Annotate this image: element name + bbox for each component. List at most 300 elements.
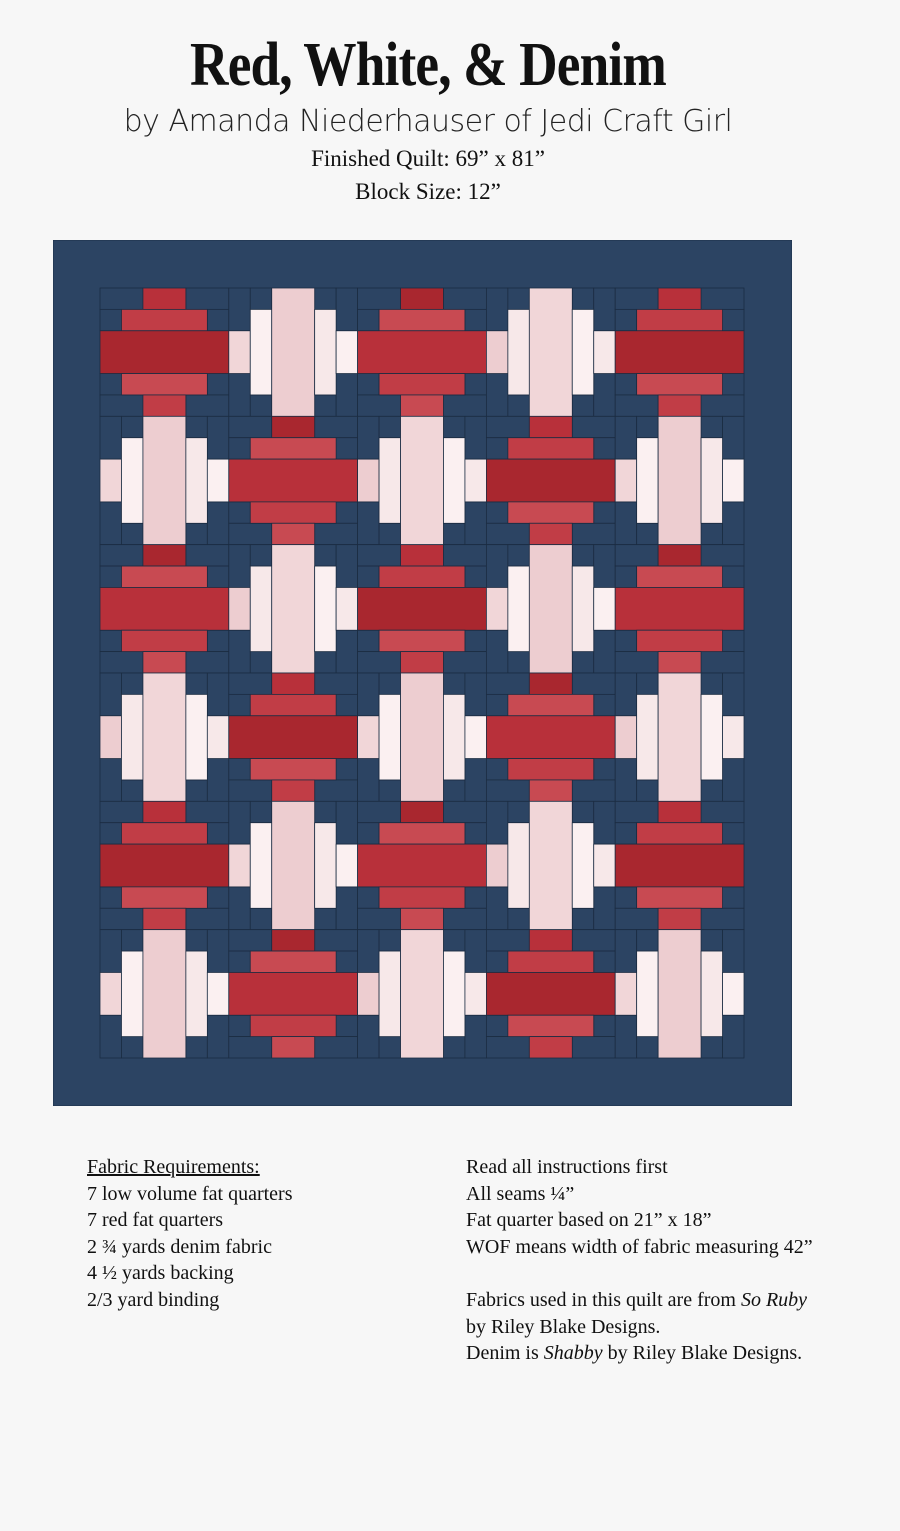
block-center-bar <box>143 930 186 1058</box>
block-center-bar <box>615 844 744 887</box>
denim-piece <box>186 652 229 673</box>
block-end-square <box>143 908 186 929</box>
block-center-bar <box>401 930 444 1058</box>
block-center-bar <box>272 801 315 929</box>
block-center-bar <box>529 545 572 673</box>
denim-piece <box>615 545 658 566</box>
denim-piece <box>572 780 615 801</box>
denim-piece <box>207 309 228 330</box>
denim-piece <box>572 523 615 544</box>
denim-piece <box>572 652 593 673</box>
block-end-square <box>100 459 121 502</box>
block-layer <box>637 566 723 587</box>
quilt-illustration <box>53 240 792 1106</box>
block-layer <box>443 951 464 1037</box>
block-center-bar <box>615 331 744 374</box>
denim-piece <box>379 673 400 694</box>
block-end-square <box>401 652 444 673</box>
denim-piece <box>250 545 271 566</box>
block-center-bar <box>100 587 229 630</box>
block-end-square <box>658 801 701 822</box>
block-layer <box>637 438 658 524</box>
denim-piece <box>315 673 358 694</box>
block-layer <box>250 823 271 909</box>
denim-piece <box>615 887 636 908</box>
block-center-bar <box>229 972 358 1015</box>
denim-piece <box>315 523 358 544</box>
denim-piece <box>336 545 357 588</box>
denim-piece <box>594 1015 615 1036</box>
block-end-square <box>272 523 315 544</box>
block-end-square <box>658 545 701 566</box>
block-layer <box>121 309 207 330</box>
denim-piece <box>443 780 464 801</box>
denim-piece <box>486 523 529 544</box>
block-end-square <box>207 972 228 1015</box>
block-end-square <box>143 395 186 416</box>
block-center-bar <box>229 459 358 502</box>
denim-piece <box>465 823 486 844</box>
denim-piece <box>100 673 121 716</box>
block-end-square <box>143 652 186 673</box>
denim-piece <box>358 673 379 716</box>
block-layer <box>379 630 465 651</box>
denim-piece <box>207 416 228 459</box>
denim-piece <box>615 374 636 395</box>
block-layer <box>443 694 464 780</box>
block-end-square <box>658 908 701 929</box>
denim-piece <box>229 545 250 588</box>
block-layer <box>572 823 593 909</box>
block-end-square <box>336 587 357 630</box>
denim-piece <box>615 673 636 716</box>
denim-piece <box>637 780 658 801</box>
denim-piece <box>358 887 379 908</box>
denim-piece <box>465 416 486 459</box>
denim-piece <box>229 374 250 417</box>
denim-piece <box>701 673 722 694</box>
note-line: Read all instructions first <box>466 1156 668 1178</box>
denim-piece <box>486 1015 507 1036</box>
denim-piece <box>121 780 142 801</box>
denim-piece <box>207 630 228 651</box>
block-end-square <box>207 459 228 502</box>
requirement-item: 4 ½ yards backing <box>87 1262 234 1284</box>
denim-piece <box>701 395 744 416</box>
denim-piece <box>572 930 615 951</box>
denim-piece <box>229 630 250 673</box>
block-end-square <box>272 930 315 951</box>
denim-piece <box>100 652 143 673</box>
note-line: Fat quarter based on 21” x 18” <box>466 1209 712 1231</box>
denim-piece <box>443 545 486 566</box>
block-end-square <box>465 459 486 502</box>
denim-piece <box>465 374 486 395</box>
denim-piece <box>315 288 336 309</box>
denim-piece <box>315 801 336 822</box>
denim-piece <box>315 930 358 951</box>
block-layer <box>701 438 722 524</box>
denim-piece <box>229 951 250 972</box>
denim-piece <box>486 502 507 523</box>
denim-piece <box>358 630 379 651</box>
denim-piece <box>723 566 744 587</box>
denim-piece <box>508 395 529 416</box>
denim-piece <box>615 652 658 673</box>
block-layer <box>121 823 207 844</box>
denim-piece <box>508 801 529 822</box>
block-center-bar <box>486 716 615 759</box>
denim-piece <box>315 908 336 929</box>
denim-piece <box>229 887 250 930</box>
block-layer <box>315 566 336 652</box>
denim-piece <box>358 416 379 459</box>
denim-piece <box>572 416 615 437</box>
denim-piece <box>723 630 744 651</box>
denim-piece <box>465 930 486 973</box>
block-end-square <box>615 972 636 1015</box>
denim-piece <box>336 951 357 972</box>
block-layer <box>637 694 658 780</box>
block-layer <box>379 694 400 780</box>
block-end-square <box>229 587 250 630</box>
denim-piece <box>615 309 636 330</box>
block-end-square <box>100 716 121 759</box>
denim-piece <box>229 416 272 437</box>
denim-piece <box>186 523 207 544</box>
denim-piece <box>615 1015 636 1058</box>
denim-piece <box>486 930 529 951</box>
block-end-square <box>272 1037 315 1058</box>
requirements-heading: Fabric Requirements: <box>87 1156 260 1178</box>
denim-piece <box>594 801 615 844</box>
denim-piece <box>336 630 357 673</box>
block-end-square <box>723 459 744 502</box>
block-end-square <box>207 716 228 759</box>
denim-piece <box>207 823 228 844</box>
denim-piece <box>121 523 142 544</box>
denim-piece <box>315 652 336 673</box>
block-end-square <box>401 801 444 822</box>
designer-byline: by Amanda Niederhauser of Jedi Craft Girl <box>123 104 733 139</box>
block-center-bar <box>358 587 487 630</box>
block-end-square <box>594 587 615 630</box>
denim-piece <box>701 652 744 673</box>
denim-piece <box>100 930 121 973</box>
denim-piece <box>229 694 250 715</box>
block-end-square <box>529 1037 572 1058</box>
denim-piece <box>594 887 615 930</box>
fabrics-note <box>466 1287 813 1314</box>
denim-piece <box>358 566 379 587</box>
denim-piece <box>358 652 401 673</box>
denim-piece <box>100 288 143 309</box>
denim-piece <box>379 1037 400 1058</box>
block-layer <box>637 309 723 330</box>
block-layer <box>637 823 723 844</box>
denim-piece <box>443 801 486 822</box>
block-end-square <box>658 652 701 673</box>
denim-piece <box>358 395 401 416</box>
block-layer <box>315 309 336 395</box>
denim-piece <box>100 823 121 844</box>
block-center-bar <box>401 673 444 801</box>
denim-piece <box>701 801 744 822</box>
block-layer <box>508 1015 594 1036</box>
denim-piece <box>637 416 658 437</box>
block-center-bar <box>358 331 487 374</box>
block-end-square <box>658 288 701 309</box>
denim-piece <box>121 930 142 951</box>
denim-piece <box>486 630 507 673</box>
denim-piece <box>615 759 636 802</box>
block-end-square <box>401 908 444 929</box>
denim-piece <box>486 694 507 715</box>
block-end-square <box>529 523 572 544</box>
block-end-square <box>486 587 507 630</box>
block-end-square <box>594 331 615 374</box>
block-layer <box>572 566 593 652</box>
block-center-bar <box>143 416 186 544</box>
denim-piece <box>443 523 464 544</box>
denim-piece <box>486 759 507 780</box>
denim-piece <box>723 823 744 844</box>
denim-piece <box>100 908 143 929</box>
denim-piece <box>358 759 379 802</box>
block-end-square <box>615 459 636 502</box>
block-layer <box>121 566 207 587</box>
block-layer <box>379 374 465 395</box>
block-center-bar <box>272 288 315 416</box>
denim-piece <box>207 887 228 908</box>
denim-piece <box>336 887 357 930</box>
block-end-square <box>272 780 315 801</box>
block-center-bar <box>615 587 744 630</box>
denim-piece <box>100 566 121 587</box>
denim-piece <box>100 502 121 545</box>
denim-piece <box>336 694 357 715</box>
block-end-square <box>529 780 572 801</box>
denim-piece <box>486 288 507 331</box>
denim-piece <box>615 566 636 587</box>
denim-piece <box>336 759 357 780</box>
denim-note <box>466 1340 813 1367</box>
denim-piece <box>250 288 271 309</box>
denim-piece <box>572 673 615 694</box>
block-layer <box>637 374 723 395</box>
requirement-item: 7 red fat quarters <box>87 1209 224 1231</box>
block-layer <box>250 1015 336 1036</box>
denim-piece <box>229 780 272 801</box>
denim-piece <box>229 523 272 544</box>
denim-piece <box>637 523 658 544</box>
requirement-item: 2 ¾ yards denim fabric <box>87 1235 272 1258</box>
block-center-bar <box>143 673 186 801</box>
block-end-square <box>358 972 379 1015</box>
block-center-bar <box>529 288 572 416</box>
denim-piece <box>701 780 722 801</box>
denim-piece <box>315 1037 358 1058</box>
denim-piece <box>486 545 507 588</box>
denim-piece <box>229 1037 272 1058</box>
denim-piece <box>701 908 744 929</box>
block-layer <box>379 566 465 587</box>
denim-piece <box>186 288 229 309</box>
block-end-square <box>465 972 486 1015</box>
denim-piece <box>358 288 401 309</box>
denim-piece <box>186 416 207 437</box>
block-layer <box>637 951 658 1037</box>
denim-piece <box>250 908 271 929</box>
denim-piece <box>250 652 271 673</box>
denim-piece <box>207 566 228 587</box>
denim-piece <box>465 566 486 587</box>
denim-piece <box>100 759 121 802</box>
denim-piece <box>315 780 358 801</box>
denim-piece <box>486 780 529 801</box>
denim-piece <box>615 395 658 416</box>
denim-piece <box>486 438 507 459</box>
fabrics-prefix: Fabrics used in this quilt are from <box>466 1289 741 1311</box>
denim-piece <box>336 288 357 331</box>
block-layer <box>121 887 207 908</box>
denim-piece <box>207 502 228 545</box>
block-layer <box>379 823 465 844</box>
block-end-square <box>723 716 744 759</box>
denim-piece <box>594 759 615 780</box>
denim-piece <box>615 801 658 822</box>
block-layer <box>508 438 594 459</box>
block-end-square <box>486 331 507 374</box>
denim-piece <box>615 908 658 929</box>
block-end-square <box>594 844 615 887</box>
denim-suffix: by Riley Blake Designs. <box>602 1342 803 1364</box>
denim-piece <box>701 523 722 544</box>
denim-piece <box>207 759 228 802</box>
denim-piece <box>508 908 529 929</box>
block-center-bar <box>100 844 229 887</box>
block-layer <box>508 502 594 523</box>
block-layer <box>508 309 529 395</box>
fabrics-suffix: by Riley Blake Designs. <box>466 1315 661 1338</box>
denim-piece <box>186 930 207 951</box>
denim-piece <box>594 438 615 459</box>
denim-piece <box>358 823 379 844</box>
denim-piece <box>358 930 379 973</box>
denim-piece <box>186 395 229 416</box>
block-layer <box>121 438 142 524</box>
block-layer <box>250 694 336 715</box>
denim-prefix: Denim is <box>466 1342 544 1364</box>
block-end-square <box>358 716 379 759</box>
denim-piece <box>250 395 271 416</box>
denim-piece <box>315 395 336 416</box>
block-end-square <box>336 844 357 887</box>
denim-piece <box>443 1037 464 1058</box>
block-end-square <box>229 331 250 374</box>
denim-piece <box>207 374 228 395</box>
denim-piece <box>379 416 400 437</box>
denim-piece <box>358 545 401 566</box>
denim-piece <box>186 545 229 566</box>
block-center-bar <box>486 972 615 1015</box>
block-layer <box>186 951 207 1037</box>
block-layer <box>508 759 594 780</box>
instructions-notes <box>466 1154 813 1367</box>
denim-piece <box>465 759 486 802</box>
block-end-square <box>529 416 572 437</box>
block-layer <box>121 374 207 395</box>
denim-piece <box>572 908 593 929</box>
block-end-square <box>143 545 186 566</box>
block-end-square <box>615 716 636 759</box>
block-layer <box>508 823 529 909</box>
denim-piece <box>229 438 250 459</box>
denim-piece <box>465 630 486 651</box>
denim-piece <box>723 416 744 459</box>
denim-piece <box>207 1015 228 1058</box>
denim-piece <box>100 801 143 822</box>
denim-piece <box>443 395 486 416</box>
denim-piece <box>723 930 744 973</box>
block-end-square <box>529 673 572 694</box>
denim-piece <box>572 395 593 416</box>
denim-piece <box>594 545 615 588</box>
block-center-bar <box>229 716 358 759</box>
denim-piece <box>121 416 142 437</box>
block-center-bar <box>401 416 444 544</box>
denim-piece <box>358 1015 379 1058</box>
denim-piece <box>701 930 722 951</box>
denim-piece <box>186 1037 207 1058</box>
fabric-requirements <box>87 1154 293 1313</box>
denim-piece <box>486 374 507 417</box>
denim-piece <box>443 652 486 673</box>
requirement-item: 7 low volume fat quarters <box>87 1182 293 1205</box>
denim-piece <box>336 438 357 459</box>
block-layer <box>186 438 207 524</box>
block-center-bar <box>486 459 615 502</box>
denim-piece <box>723 673 744 716</box>
denim-piece <box>186 673 207 694</box>
block-end-square <box>529 930 572 951</box>
denim-piece <box>572 288 593 309</box>
denim-piece <box>100 1015 121 1058</box>
block-layer <box>250 502 336 523</box>
denim-piece <box>229 1015 250 1036</box>
denim-piece <box>701 288 744 309</box>
block-layer <box>701 951 722 1037</box>
block-layer <box>250 438 336 459</box>
block-layer <box>508 694 594 715</box>
block-layer <box>250 309 271 395</box>
denim-piece <box>701 1037 722 1058</box>
denim-piece <box>336 1015 357 1036</box>
block-end-square <box>272 416 315 437</box>
block-layer <box>186 694 207 780</box>
block-center-bar <box>529 801 572 929</box>
block-end-square <box>723 972 744 1015</box>
denim-piece <box>465 887 486 908</box>
denim-piece <box>637 930 658 951</box>
block-center-bar <box>658 930 701 1058</box>
block-layer <box>637 887 723 908</box>
denim-piece <box>336 374 357 417</box>
denim-piece <box>229 930 272 951</box>
denim-piece <box>358 374 379 395</box>
denim-piece <box>207 930 228 973</box>
denim-piece <box>615 288 658 309</box>
